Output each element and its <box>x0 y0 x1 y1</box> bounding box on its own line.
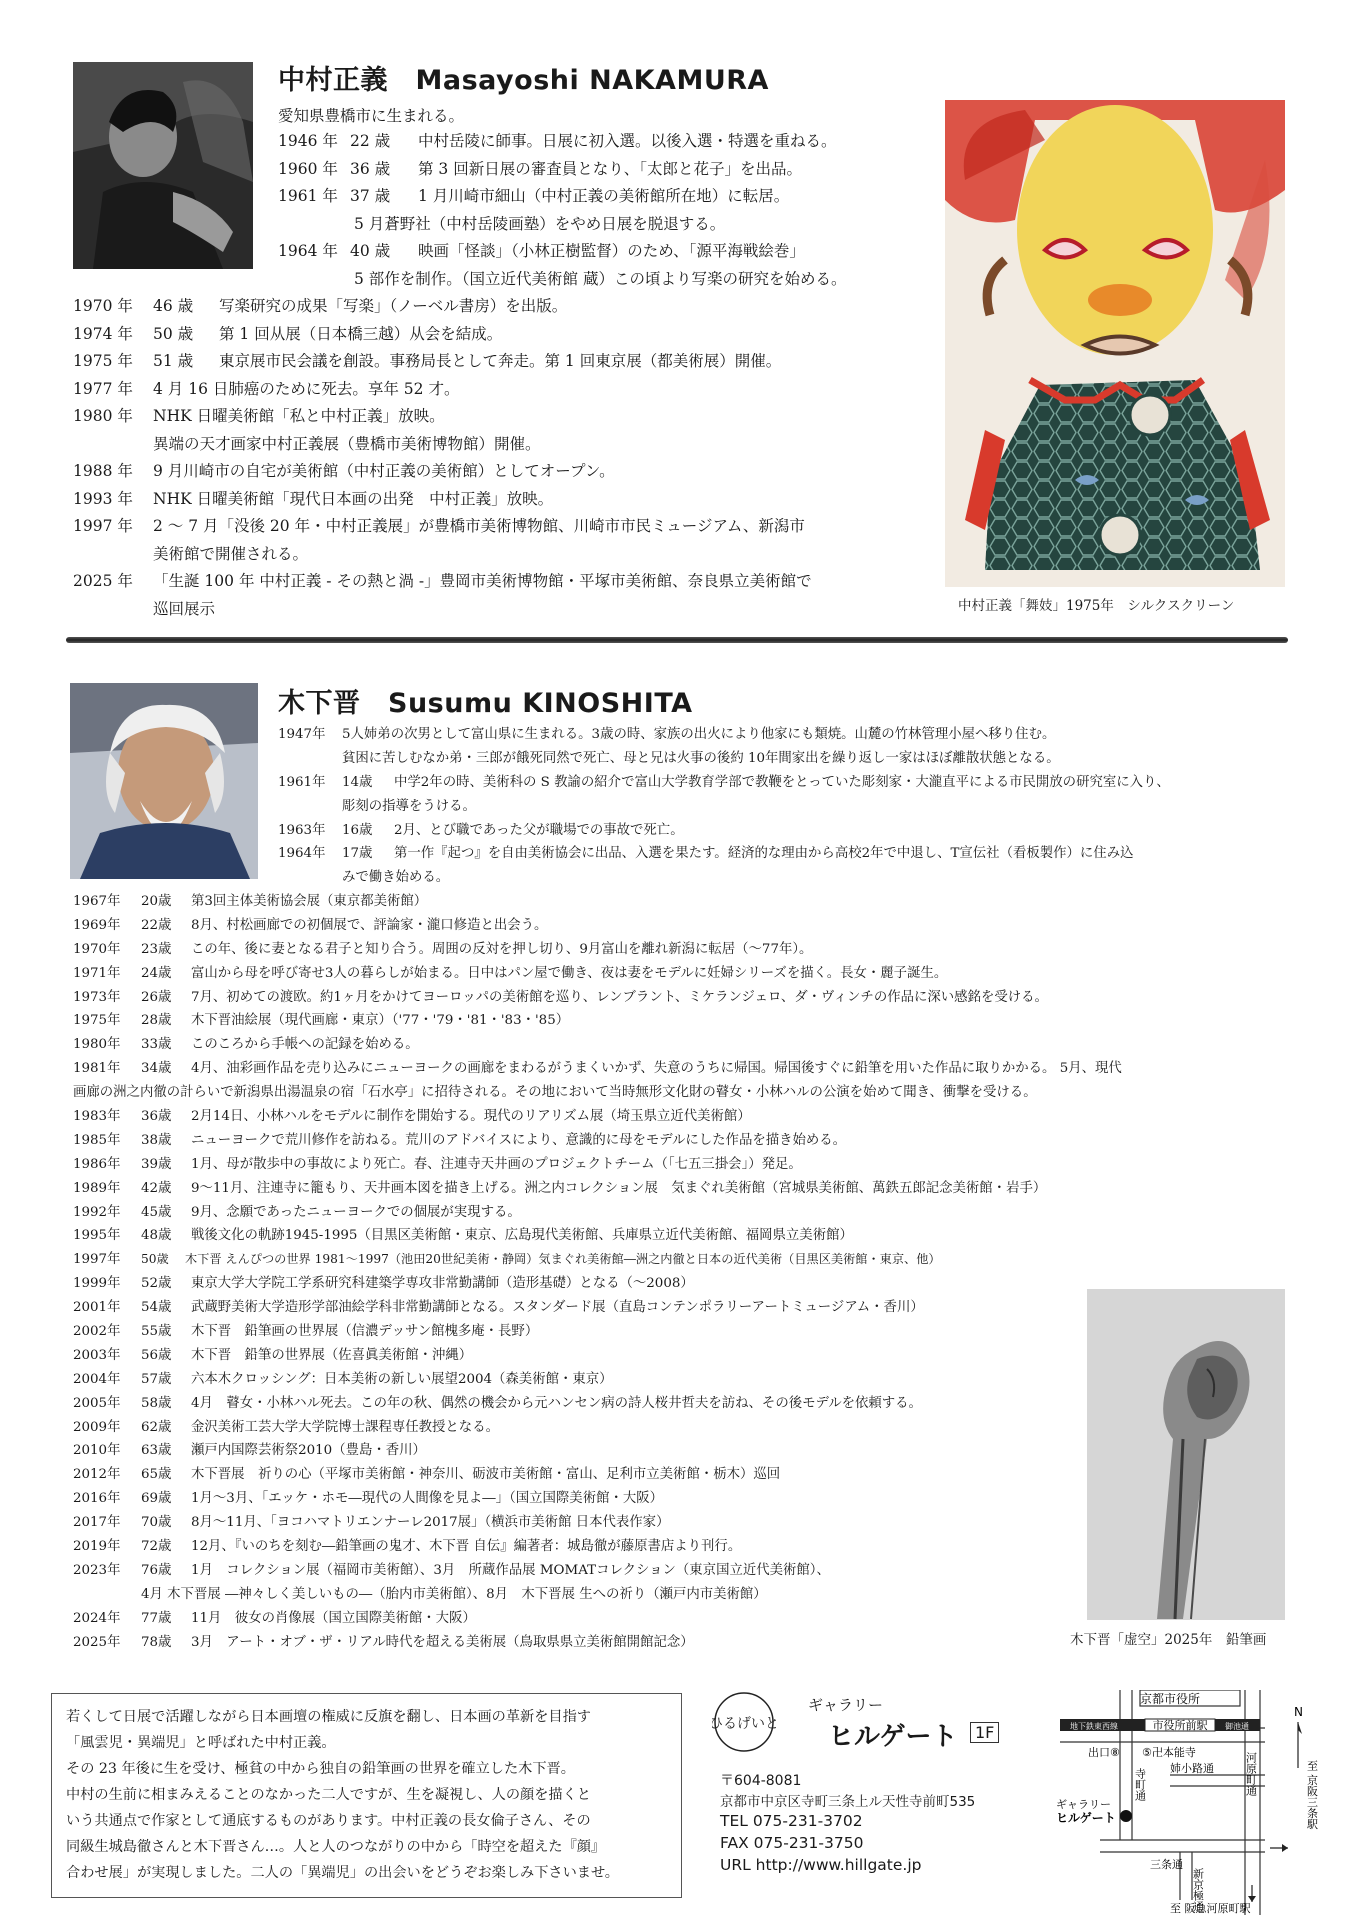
map-kawaramachi: 河原町通 <box>1244 1752 1258 1796</box>
timeline-row: 2019年 72歳 12月、『いのちを刻む―鉛筆画の鬼才、木下晋 自伝』編著者：城島徹が藤原書店より刊行。 <box>73 1539 742 1555</box>
timeline-row: 画廊の洲之内徹の計らいで新潟県出湯温泉の宿「石水亭」に招待される。その地において当時無形文化財の瞽女・小林ハルの公演を始めて聞き、衝撃を受ける。 <box>73 1085 1037 1101</box>
timeline-row: 1980 年 NHK 日曜美術館「私と中村正義」放映。 <box>73 407 445 425</box>
timeline-row: 1989年 42歳 9～11月、注連寺に籠もり、天井画本図を描き上げる。洲之内コレクション展 気まぐれ美術館（宮城県美術館、萬鉄五郎記念美術館・岩手） <box>73 1180 1047 1196</box>
maiko-caption: 中村正義「舞妓」1975年 シルクスクリーン <box>958 598 1235 614</box>
timeline-row: 5 部作を制作。（国立近代美術館 蔵）この頃より写楽の研究を始める。 <box>354 269 847 288</box>
kokuu-caption: 木下晋「虚空」2025年 鉛筆画 <box>1070 1632 1267 1648</box>
timeline-row: 1963年 16歳 2月、とび職であった父が職場での事故で死亡。 <box>278 822 684 838</box>
map-sanjo: 三条通 <box>1150 1858 1183 1871</box>
timeline-row: 2024年 77歳 11月 彼女の肖像展（国立国際美術館・大阪） <box>73 1610 476 1626</box>
timeline-row: 1997 年 2 ～ 7 月「没後 20 年・中村正義展」が豊橋市美術博物館、川崎市市民ミュージアム、新潟市 <box>73 517 805 535</box>
timeline-row: 美術館で開催される。 <box>153 544 309 563</box>
map-honnoji: ⑤卍本能寺 <box>1142 1746 1196 1759</box>
exhibition-message-box <box>51 1693 682 1898</box>
timeline-row: 2017年 70歳 8月～11月、「ヨコハマトリエンナーレ2017展」（横浜市美術館 日本代表作家） <box>73 1515 670 1531</box>
kinoshita-portrait-photo <box>70 683 258 879</box>
timeline-row: 1971年 24歳 富山から母を呼び寄せ3人の暮らしが始まる。日中はパン屋で働き、夜は妻をモデルに妊婦シリーズを描く。長女・麗子誕生。 <box>73 965 948 981</box>
gallery-logo <box>712 1690 776 1754</box>
timeline-row: 2003年 56歳 木下晋 鉛筆の世界展（佐喜眞美術館・沖縄） <box>73 1347 473 1363</box>
message-line: 同級生城島徹さんと木下晋さん…。人と人のつながりの中から「時空を超えた『顔』 <box>66 1839 606 1855</box>
message-line: 若くして日展で活躍しながら日本画壇の権威に反旗を翻し、日本画の革新を目指す <box>66 1709 591 1725</box>
kinoshita-timeline-lower <box>73 890 1122 1655</box>
timeline-row: 2002年 55歳 木下晋 鉛筆画の世界展（信濃デッサン館槐多庵・長野） <box>73 1324 539 1340</box>
kokuu-artwork-image <box>1087 1289 1285 1620</box>
timeline-row: 1973年 26歳 7月、初めての渡欧。約1ヶ月をかけてヨーロッパの美術館を巡り、レンブラント、ミケランジェロ、ダ・ヴィンチの作品に深い感銘を受ける。 <box>73 989 1048 1005</box>
timeline-row: 2009年 62歳 金沢美術工芸大学大学院博士課程専任教授となる。 <box>73 1419 499 1435</box>
timeline-row: 2012年 65歳 木下晋展 祈りの心（平塚市美術館・神奈川、砺波市美術館・富山、足利市立美術館・栃木）巡回 <box>73 1467 781 1483</box>
timeline-row: 異端の天才画家中村正義展（豊橋市美術博物館）開催。 <box>153 434 541 453</box>
timeline-row: 1964 年 40 歳 映画「怪談」（小林正樹監督）のため、「源平海戦絵巻」 <box>278 242 805 260</box>
timeline-row: 1960 年 36 歳 第 3 回新日展の審査員となり、「太郎と花子」を出品。 <box>278 159 802 178</box>
gallery-name: ヒルゲート <box>828 1722 958 1752</box>
map-oike: 御池通 <box>1225 1722 1249 1731</box>
nakamura-portrait-photo <box>73 62 253 269</box>
nakamura-name: 中村正義 Masayoshi NAKAMURA <box>278 65 769 96</box>
gallery-fax: FAX 075-231-3750 <box>720 1834 864 1852</box>
timeline-row: 1975 年 51 歳 東京展市民会議を創設。事務局長として奔走。第 1 回東京展（都美術展）開催。 <box>73 352 782 370</box>
timeline-row: 1985年 38歳 ニューヨークで荒川修作を訪ねる。荒川のアドバイスにより、意識的に母をモデルにした作品を描き始める。 <box>73 1132 847 1148</box>
timeline-row: 1970年 23歳 この年、後に妻となる君子と知り合う。周囲の反対を押し切り、9月富山を離れ新潟に転居（～77年）。 <box>73 941 813 957</box>
map-hankyu: 至 阪急河原町駅 <box>1170 1902 1251 1915</box>
kinoshita-name: 木下晋 Susumu KINOSHITA <box>278 688 693 719</box>
timeline-row: 彫刻の指導をうける。 <box>342 798 476 814</box>
section-divider <box>66 637 1288 643</box>
timeline-row: 1995年 48歳 戦後文化の軌跡1945-1995（目黒区美術館・東京、広島現代美術館、兵庫県立近代美術館、福岡県立美術館） <box>73 1228 853 1244</box>
map-aneyakoji: 姉小路通 <box>1170 1762 1214 1775</box>
timeline-row: 1988 年 9 月川崎市の自宅が美術館（中村正義の美術館）としてオープン。 <box>73 462 615 480</box>
timeline-row: 2016年 69歳 1月～3月、「エッケ・ホモ―現代の人間像を見よ―」（国立国際美術館・大阪） <box>73 1491 664 1507</box>
timeline-row: 1961年 14歳 中学2年の時、美術科の S 教諭の紹介で富山大学教育学部で教鞭をとっていた彫刻家・大瀧直平による市民開放の研究室に入り、 <box>278 774 1170 790</box>
timeline-row: 2004年 57歳 六本木クロッシング：日本美術の新しい展望2004（森美術館・東京） <box>73 1371 613 1387</box>
kinoshita-portrait-image <box>70 683 258 879</box>
map-shinkyogoku: 新京極通 <box>1191 1868 1205 1912</box>
message-line: いう共通点で作家として通底するものがあります。中村正義の長女倫子さん、その <box>66 1813 591 1829</box>
map-city-hall: 京都市役所 <box>1139 1692 1201 1706</box>
map-subway: 地下鉄東西線 <box>1070 1722 1118 1731</box>
timeline-row: 1974 年 50 歳 第 1 回从展（日本橋三越）从会を結成。 <box>73 324 503 343</box>
message-line: 「風雲児・異端児」と呼ばれた中村正義。 <box>66 1735 336 1751</box>
map-exit: 出口⑧ <box>1088 1746 1120 1759</box>
timeline-row: 1986年 39歳 1月、母が散歩中の事故により死亡。春、注連寺天井画のプロジェクトチーム（「七五三掛会」）発足。 <box>73 1156 802 1172</box>
access-map <box>1020 1690 1325 1915</box>
timeline-row: 1946 年 22 歳 中村岳陵に師事。日展に初入選。以後入選・特選を重ねる。 <box>278 132 837 150</box>
timeline-row: 5 月蒼野社（中村岳陵画塾）をやめ日展を脱退する。 <box>354 214 726 233</box>
timeline-row: 巡回展示 <box>153 599 216 618</box>
timeline-row: 1961 年 37 歳 1 月川崎市細山（中村正義の美術館所在地）に転居。 <box>278 187 790 205</box>
timeline-row: 1980年 33歳 このころから手帳への記録を始める。 <box>73 1037 419 1053</box>
nakamura-intro: 愛知県豊橋市に生まれる。 <box>278 107 465 125</box>
timeline-row: 1981年 34歳 4月、油彩画作品を売り込みにニューヨークの画廊をまわるがうまくいかず、失意のうちに帰国。帰国後すぐに鉛筆を用いた作品に取りかかる。 5月、現代 <box>73 1061 1122 1077</box>
message-line: 中村の生前に相まみえることのなかった二人ですが、生を凝視し、人の顔を描くと <box>66 1787 591 1803</box>
map-teramachi: 寺町通 <box>1133 1768 1147 1801</box>
timeline-row: 2025年 78歳 3月 アート・オブ・ザ・リアル時代を超える美術展（鳥取県県立美術館開館記念） <box>73 1634 694 1650</box>
map-gallery-name: ヒルゲート <box>1056 1811 1116 1825</box>
kinoshita-timeline-upper <box>278 723 1288 890</box>
timeline-row: みで働き始める。 <box>342 870 450 886</box>
gallery-postal: 〒604-8081 <box>720 1773 802 1789</box>
timeline-row: 4月 木下晋展 ―神々しく美しいもの―（胎内市美術館）、8月 木下晋展 生への祈り（瀬戸内市美術館） <box>141 1586 767 1602</box>
timeline-row: 2023年 76歳 1月 コレクション展（福岡市美術館）、3月 所蔵作品展 MOMATコレクション（東京国立近代美術館）、 <box>73 1562 830 1578</box>
gallery-address: 京都市中京区寺町三条上ル天性寺前町535 <box>720 1794 976 1810</box>
nakamura-portrait-image <box>73 62 253 269</box>
arrow-icon <box>1248 1844 1288 1902</box>
timeline-row: 1977 年 4 月 16 日肺癌のために死去。享年 52 才。 <box>73 379 460 398</box>
gallery-floor: 1F <box>970 1722 999 1743</box>
message-line: その 23 年後に生を受け、極貧の中から独自の鉛筆画の世界を確立した木下晋。 <box>66 1761 575 1777</box>
timeline-row: 1964年 17歳 第一作『起つ』を自由美術協会に出品、入選を果たす。経済的な理由から高校2年で中退し、T宣伝社（看板製作）に住み込 <box>278 846 1134 862</box>
timeline-row: 1947年 5人姉弟の次男として富山県に生まれる。3歳の時、家族の出火により他家にも類焼。山麓の竹林管理小屋へ移り住む。 <box>278 727 1056 742</box>
timeline-row: 1999年 52歳 東京大学大学院工学系研究科建築学専攻非常勤講師（造形基礎）となる（～2008） <box>73 1276 694 1292</box>
message-line: 合わせ展」が実現しました。二人の「異端児」の出会いをどうぞお楽しみ下さいませ。 <box>66 1865 619 1881</box>
timeline-row: 2005年 58歳 4月 瞽女・小林ハル死去。この年の秋、偶然の機会から元ハンセン病の詩人桜井哲夫を訪ね、その後モデルを依頼する。 <box>73 1395 922 1411</box>
timeline-row: 2010年 63歳 瀬戸内国際芸術祭2010（豊島・香川） <box>73 1443 426 1459</box>
map-station: 市役所前駅 <box>1152 1719 1208 1732</box>
timeline-row: 1997年 50歳 木下晋 えんぴつの世界 1981～1997（池田20世紀美術・静岡）気まぐれ美術館―洲之内徹と日本の近代美術（目黒区美術館・東京、他） <box>73 1252 941 1268</box>
map-gallery-label: ギャラリー <box>1056 1798 1111 1811</box>
timeline-row: 1992年 45歳 9月、念願であったニューヨークでの個展が実現する。 <box>73 1204 521 1220</box>
north-arrow-icon <box>1298 1722 1302 1768</box>
nakamura-timeline-lower <box>73 293 953 623</box>
timeline-row: 1983年 36歳 2月14日、小林ハルをモデルに制作を開始する。現代のリアリズム展（埼玉県立近代美術館） <box>73 1109 751 1125</box>
maiko-artwork-image <box>945 100 1285 587</box>
timeline-row: 2025 年 「生誕 100 年 中村正義 - その熱と渦 -」豊岡市美術博物館・平塚市美術館、奈良県立美術館で <box>73 572 812 590</box>
timeline-row: 1967年 20歳 第3回主体美術協会展（東京都美術館） <box>73 894 428 909</box>
map-gallery-marker <box>1120 1810 1132 1822</box>
gallery-logo-mark <box>712 1690 776 1754</box>
gallery-url[interactable]: URL http://www.hillgate.jp <box>720 1856 922 1874</box>
map-north: N <box>1294 1705 1303 1719</box>
nakamura-timeline-upper <box>278 128 958 293</box>
gallery-logo-text: ひるげいと <box>712 1716 776 1732</box>
map-keihan: 至 京阪三条駅 <box>1305 1760 1319 1830</box>
timeline-row: 貧困に苦しむなか弟・三郎が餓死同然で死亡、母と兄は火事の後約 10年間家出を繰り返し一家はほぼ離散状態となる。 <box>342 750 1060 766</box>
timeline-row: 1975年 28歳 木下晋油絵展（現代画廊・東京）（'77・'79・'81・'83・'85） <box>73 1013 570 1029</box>
timeline-row: 1993 年 NHK 日曜美術館「現代日本画の出発 中村正義」放映。 <box>73 489 554 508</box>
timeline-row: 2001年 54歳 武蔵野美術大学造形学部油絵学科非常勤講師となる。スタンダード展（直島コンテンポラリーアートミュージアム・香川） <box>73 1300 924 1316</box>
gallery-label: ギャラリー <box>808 1696 884 1714</box>
gallery-tel: TEL 075-231-3702 <box>720 1812 863 1830</box>
timeline-row: 1969年 22歳 8月、村松画廊での初個展で、評論家・瀧口修造と出会う。 <box>73 917 548 933</box>
timeline-row: 1970 年 46 歳 写楽研究の成果「写楽」（ノーベル書房）を出版。 <box>73 297 568 315</box>
